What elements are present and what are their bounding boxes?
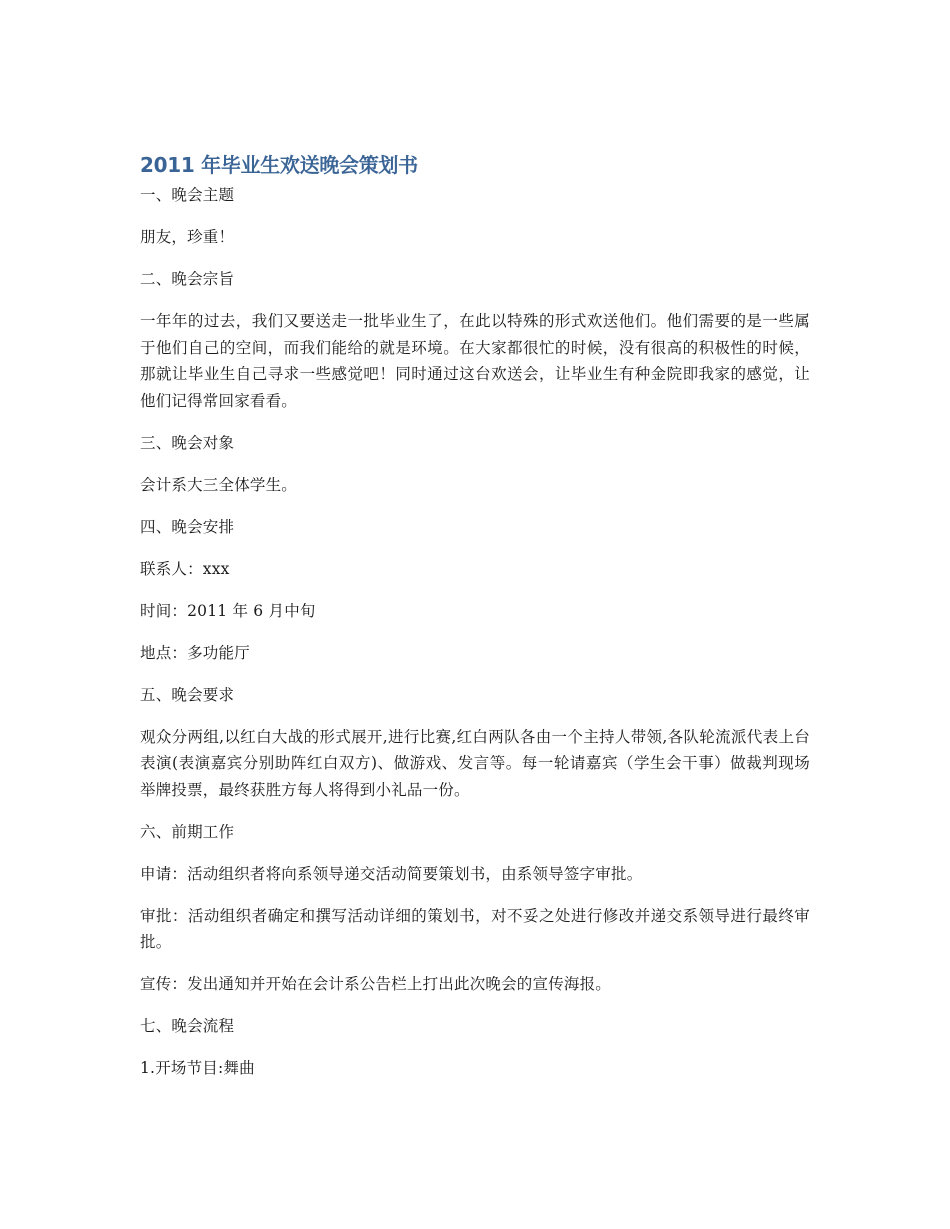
paragraph-audience: 会计系大三全体学生。 [140, 475, 298, 494]
paragraph-theme: 朋友，珍重！ [140, 228, 235, 246]
paragraph-publicity: 宣传：发出通知并开始在会计系公告栏上打出此次晚会的宣传海报。 [140, 975, 612, 993]
section-heading-program: 七、晚会流程 [140, 1017, 235, 1035]
paragraph-application: 申请：活动组织者将向系领导递交活动简要策划书，由系领导签字审批。 [140, 864, 643, 883]
paragraph-requirements: 观众分两组,以红白大战的形式展开,进行比赛,红白两队各由一个主持人带领,各队轮流派代表上台表演(表演嘉宾分别助阵红白双方)、做游戏、发言等。每一轮请嘉宾（学生会干事）做裁判现场举牌投票，最终获胜方每人将得到小礼品一份。 [140, 727, 810, 799]
section-heading-arrangement: 四、晚会安排 [140, 517, 235, 536]
paragraph-program-item: 1.开场节目:舞曲 [140, 1059, 255, 1077]
document-title: 2011 年毕业生欢送晚会策划书 [140, 153, 418, 177]
paragraph-time: 时间：2011 年 6 月中旬 [140, 601, 316, 620]
paragraph-location: 地点：多功能厅 [140, 643, 250, 662]
paragraph-purpose: 一年年的过去，我们又要送走一批毕业生了，在此以特殊的形式欢送他们。他们需要的是一些属于他们自己的空间，而我们能给的就是环境。在大家都很忙的时候，没有很高的积极性的时候，那就让毕业生自己寻求一些感觉吧！同时通过这台欢送会，让毕业生有种金院即我家的感觉，让他们记得常回家看看。 [140, 312, 810, 410]
section-heading-requirements: 五、晚会要求 [140, 685, 235, 704]
paragraph-approval: 审批：活动组织者确定和撰写活动详细的策划书，对不妥之处进行修改并递交系领导进行最终审批。 [140, 906, 810, 951]
section-heading-purpose: 二、晚会宗旨 [140, 270, 235, 288]
document-page [140, 150, 810, 1097]
section-heading-theme: 一、晚会主题 [140, 186, 235, 204]
section-heading-audience: 三、晚会对象 [140, 433, 235, 452]
section-heading-preparation: 六、前期工作 [140, 822, 235, 841]
paragraph-contact: 联系人：xxx [140, 559, 230, 578]
